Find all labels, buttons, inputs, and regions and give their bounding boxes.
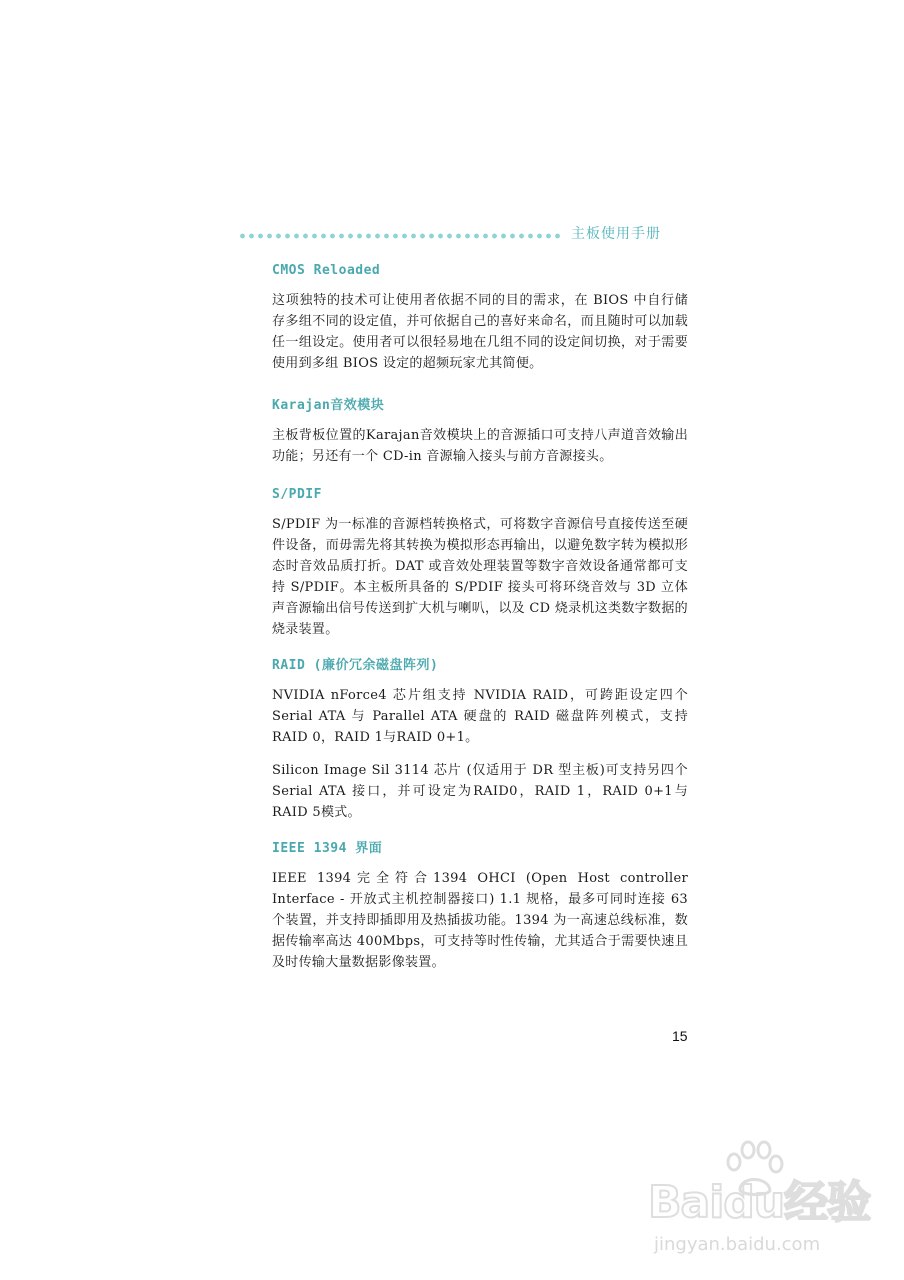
section-heading-raid: RAID (廉价冗余磁盘阵列) xyxy=(272,658,439,673)
section-heading-karajan: Karajan音效模块 xyxy=(272,398,385,413)
section-heading-spdif: S/PDIF xyxy=(272,487,322,502)
page-number: 15 xyxy=(672,1028,688,1044)
paragraph-ieee1394: IEEE 1394完全符合1394 OHCI (Open Host controller Interface - 开放式主机控制器接口) 1.1 规格，最多可同时连接 63 个装置，并支持即插即用及热插拔功能。1394 为一高速总线标准，数据传输率高达 400Mbps，可支持等时性传输，尤其适合于需要快速且及时传输大量数据影像装置。 xyxy=(272,871,688,970)
watermark-url: jingyan.baidu.com xyxy=(654,1234,821,1255)
paragraph-spdif: S/PDIF 为一标准的音源档转换格式，可将数字音源信号直接传送至硬件设备，而毋需先将其转换为模拟形态再输出，以避免数字转为模拟形态时音效品质打折。DAT 或音效处理装置等数字音效设备通常都可支持 S/PDIF。本主板所具备的 S/PDIF 接头可将环绕音效与 3D 立体声音源输出信号传送到扩大机与喇叭，以及 CD 烧录机这类数字数据的烧录装置。 xyxy=(272,517,688,637)
paragraph-karajan: 主板背板位置的Karajan音效模块上的音源插口可支持八声道音效输出功能；另还有一个 CD-in 音源输入接头与前方音源接头。 xyxy=(272,428,688,464)
section-heading-ieee1394: IEEE 1394 界面 xyxy=(272,841,383,856)
section-heading-cmos-reloaded: CMOS Reloaded xyxy=(272,263,381,278)
page-content xyxy=(272,263,688,973)
paragraph-cmos-reloaded: 这项独特的技术可让使用者依据不同的目的需求，在 BIOS 中自行储存多组不同的设定值，并可依据自己的喜好来命名，而且随时可以加载任一组设定。使用者可以很轻易地在几组不同的设定间切换，对于需要使用到多组 BIOS 设定的超频玩家尤其简便。 xyxy=(272,293,688,371)
watermark-logo: Baidu经验 xyxy=(648,1177,871,1228)
paragraph-raid-nvidia: NVIDIA nForce4 芯片组支持 NVIDIA RAID，可跨距设定四个 Serial ATA 与 Parallel ATA 硬盘的 RAID 磁盘阵列模式，支持RAID 0，RAID 1与RAID 0+1。 xyxy=(272,688,688,745)
paragraph-raid-silicon-image: Silicon Image Sil 3114 芯片 (仅适用于 DR 型主板)可支持另四个 Serial ATA 接口，并可设定为RAID0，RAID 1，RAID 0+1与 RAID 5模式。 xyxy=(272,763,688,820)
baidu-watermark xyxy=(640,1138,890,1273)
header-dotted-rule xyxy=(238,233,562,239)
header-title: 主板使用手册 xyxy=(571,226,661,242)
